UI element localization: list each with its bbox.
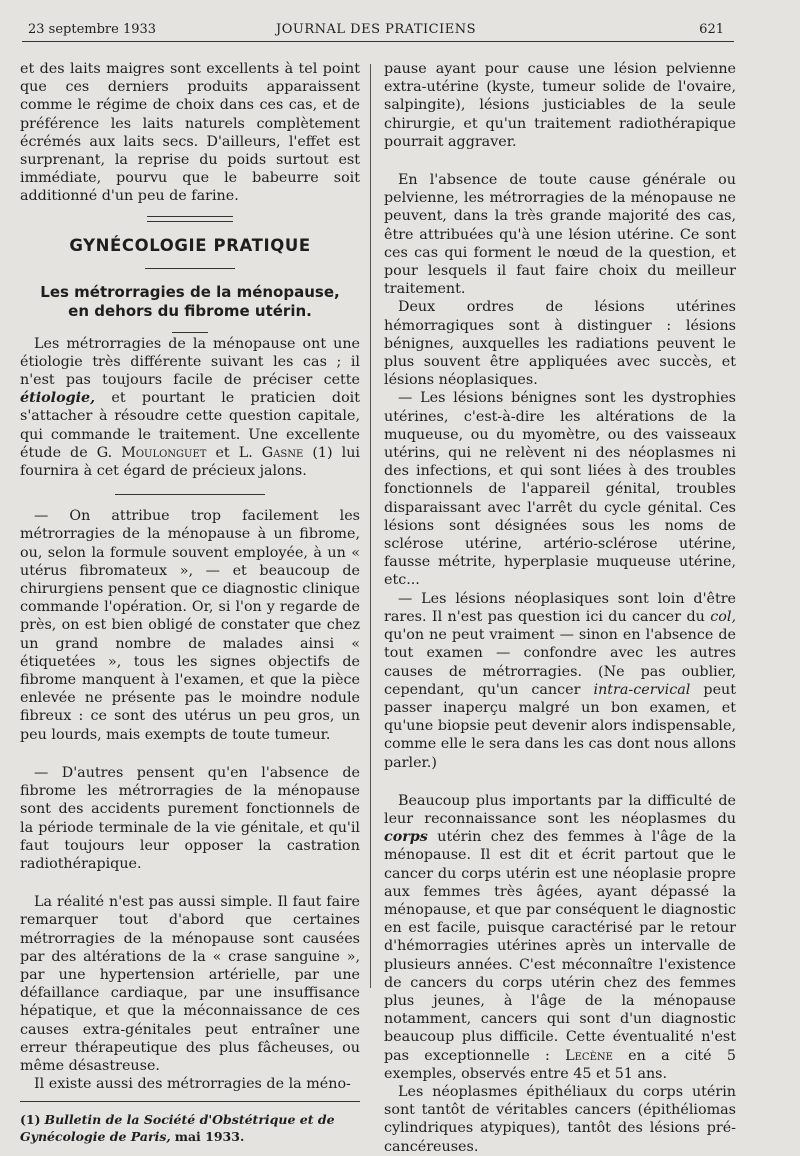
right-paragraph-2 bbox=[384, 171, 736, 298]
emphasis-corps: corps bbox=[384, 829, 428, 846]
column-divider bbox=[370, 64, 371, 988]
article-title-line1: Les métrorragies de la ménopause, bbox=[40, 282, 340, 301]
section-title: GYNÉCOLOGIE PRATIQUE bbox=[69, 235, 311, 255]
article-title bbox=[20, 283, 360, 322]
author-moulonguet: Moulonguet bbox=[121, 444, 207, 461]
footnote-source: Bulletin de la Société d'Obstétrique et de Gynécologie de Paris, bbox=[20, 1112, 335, 1145]
right-paragraph-6-cont: utérin chez des femmes à l'âge de la ménopause. Il est dit et écrit partout que le cancer du corps utérin est une néoplasie propre aux femmes très âgées, ayant dépassé la ménopause, et que par conséquent le diagnostic en est facile, puisque caractérisé par le retour d'hémorragies utérines après un intervalle de plusieurs années. C'est méconnaître l'existence de cancers du corps utérin chez des femmes plus jeunes, à l'âge de la ménopause notamment, cancers qui sont d'un diagnostic beaucoup plus difficile. Cette éventualité n'est pas exceptionnelle : bbox=[384, 829, 736, 1064]
right-paragraph-6-end: en a cité 5 exemples, observés entre 45 et 51 ans. bbox=[384, 1047, 736, 1082]
paragraph-1-end: (1) lui fournira à cet égard de précieux jalons. bbox=[20, 444, 360, 480]
right-paragraph-6-text: Beaucoup plus importants par la difficulté de leur reconnaissance sont les néoplasmes du bbox=[384, 792, 736, 827]
section-underline-rule bbox=[145, 268, 235, 269]
right-column bbox=[384, 60, 736, 1156]
paragraph-1-text-cont: et pourtant le praticien doit s'attacher à résoudre cette question capitale, qui commande le traitement. Une excellente étude de G. bbox=[20, 390, 360, 461]
right-paragraph-6 bbox=[384, 792, 736, 1083]
right-paragraph-5 bbox=[384, 590, 736, 772]
paragraph-2: — On attribue trop facilement les métrorragies de la ménopause à un fibrome, ou, selon la formule souvent employée, à un « utérus fibromateux », — et beaucoup de chirurgiens pensent que ce diagnostic clinique commande l'opération. Or, si l'on y regarde de près, on est bien obligé de constater que chez un grand nombre de malades ainsi « étiquetées », tous les signes objectifs de fibrome manquent à l'examen, et que la pièce enlevée ne présente pas le moindre nodule fibreux : ce sont des utérus un peu gros, un peu lourds, mais exempts de toute tumeur. bbox=[20, 508, 360, 743]
paragraph-divider-rule bbox=[115, 494, 265, 495]
page-number: 621 bbox=[699, 22, 724, 37]
right-paragraph-1: pause ayant pour cause une lésion pelvienne extra-utérine (kyste, tumeur solide de l'ovaire, salpingite), lésions justiciables de la seule chirurgie, et qu'un traitement radiothérapique pourrait aggraver. bbox=[384, 61, 736, 150]
right-paragraph-5-cont: qu'on ne peut vraiment — sinon en l'absence de tout examen — confondre avec les autres causes de métrorragies. (Ne pas oublier, cependant, qu'un cancer bbox=[384, 627, 736, 698]
paragraph-3: — D'autres pensent qu'en l'absence de fibrome les métrorragies de la ménopause sont des accidents purement fonctionnels de la période terminale de la vie génitale, et qu'il faut toujours leur opposer la castration radiothérapique. bbox=[20, 764, 360, 872]
paragraph-1-conj: et L. bbox=[206, 444, 262, 461]
right-paragraph-2-text: En l'absence de toute cause générale ou pelvienne, les métrorragies de la ménopause ne peuvent, dans la très grande majorité des cas, être attribuées qu'à une lésion utérine. Ce sont ces cas qui forment le nœud de la question, et pour lesquels il faut faire choix du meilleur traitement. bbox=[384, 172, 736, 298]
footnote bbox=[20, 1111, 360, 1145]
running-header bbox=[28, 22, 724, 38]
footnote-date: mai 1933. bbox=[174, 1129, 245, 1145]
right-paragraph-3: Deux ordres de lésions utérines hémorragiques sont à distinguer : lésions bénignes, auxquelles les radiations peuvent le plus souvent être appliquées avec succès, et lésions néoplasiques. bbox=[384, 299, 736, 389]
right-paragraph-5-end: peut passer inaperçu malgré un bon examen, et qu'une biopsie peut devenir alors indispensable, comme elle le sera dans les cas dont nous allons parler.) bbox=[384, 681, 736, 771]
paragraph-1-text: Les métrorragies de la ménopause ont une étiologie très différente suivant les cas ; il n'est pas toujours facile de préciser cette bbox=[20, 335, 360, 389]
journal-title: JOURNAL DES PRATICIENS bbox=[276, 22, 476, 37]
emphasis-intra-cervical: intra-cervical bbox=[593, 681, 691, 698]
intro-paragraph: et des laits maigres sont excellents à tel point que ces derniers produits apparaissent comme le régime de choix dans ces cas, et de préférence les laits naturels complètement écrémés aux laits secs. D'ailleurs, l'effet est surprenant, la reprise du poids surtout est immédiate, pourvu que le babeurre soit additionné d'un peu de farine. bbox=[20, 61, 360, 205]
header-rule bbox=[22, 41, 734, 42]
article-title-rule bbox=[172, 332, 208, 333]
paragraph-5: Il existe aussi des métrorragies de la méno- bbox=[34, 1076, 351, 1093]
footnote-rule bbox=[20, 1101, 360, 1102]
header-date: 23 septembre 1933 bbox=[28, 22, 157, 37]
right-paragraph-5-text: — Les lésions néoplasiques sont loin d'être rares. Il n'est pas question ici du cancer du bbox=[384, 590, 736, 625]
emphasis-col: col, bbox=[710, 608, 736, 625]
section-double-rule bbox=[147, 216, 233, 222]
emphasis-etiologie: étiologie, bbox=[20, 390, 96, 407]
paragraph-1 bbox=[20, 335, 360, 481]
article-title-line2: en dehors du fibrome utérin. bbox=[68, 302, 312, 321]
author-lecene: Lecène bbox=[565, 1047, 613, 1064]
right-paragraph-7: Les néoplasmes épithéliaux du corps utérin sont tantôt de véritables cancers (épithéliomas cylindriques atypiques), tantôt des lésions pré-cancéreuses. bbox=[384, 1083, 736, 1155]
paragraph-4: La réalité n'est pas aussi simple. Il faut faire remarquer tout d'abord que certaines métrorragies de la ménopause sont causées par des altérations de la « crase sanguine », par une hypertension artérielle, par une défaillance cardiaque, par une insuffisance hépatique, et que la méconnaissance de ces causes extra-génitales peut entraîner une erreur thérapeutique des plus fâcheuses, ou même désastreuse. bbox=[20, 894, 360, 1074]
right-paragraph-4: — Les lésions bénignes sont les dystrophies utérines, c'est-à-dire les altérations de la muqueuse, ou du myomètre, ou des vaisseaux utérins, qui ne relèvent ni des néoplasmes ni des infections, et qui sont liées à des troubles fonctionnels de l'appareil génital, troubles disparaissant avec l'arrêt du cycle génital. Ces lésions sont désignées sous les noms de sclérose utérine, artério-sclérose utérine, fausse métrite, hyperplasie muqueuse utérine, etc... bbox=[384, 390, 736, 589]
left-column bbox=[20, 60, 360, 1145]
footnote-number: (1) bbox=[20, 1112, 41, 1128]
author-gasne: Gasne bbox=[261, 444, 304, 461]
